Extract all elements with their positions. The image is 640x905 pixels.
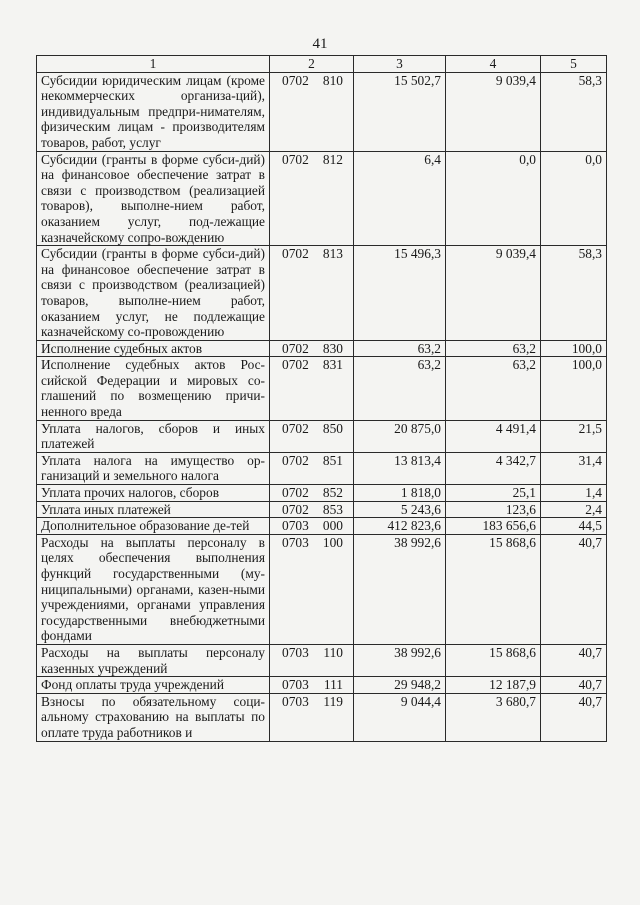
expense-type-code: 831: [322, 357, 343, 373]
executed-amount-cell: 4 491,4: [446, 420, 541, 452]
header-row: [37, 56, 607, 73]
code-cell: [270, 677, 354, 694]
expense-name-cell: Уплата налога на имущество ор-ганизаций и земельного налога: [37, 452, 270, 484]
table-row: [37, 246, 607, 341]
code-cell: [270, 72, 354, 151]
executed-amount-cell: 9 039,4: [446, 72, 541, 151]
table-row: [37, 677, 607, 694]
planned-amount-cell: 38 992,6: [354, 534, 446, 644]
planned-amount-cell: 38 992,6: [354, 644, 446, 676]
expense-name-cell: Дополнительное образование де-тей: [37, 518, 270, 535]
table-row: [37, 420, 607, 452]
table-row: [37, 534, 607, 644]
executed-amount-cell: 63,2: [446, 357, 541, 420]
header-cell-3: 3: [354, 56, 446, 73]
table-row: [37, 501, 607, 518]
expense-name-cell: Уплата иных платежей: [37, 501, 270, 518]
expense-type-code: 852: [322, 485, 343, 501]
table-row: [37, 151, 607, 246]
planned-amount-cell: 15 502,7: [354, 72, 446, 151]
planned-amount-cell: 63,2: [354, 357, 446, 420]
planned-amount-cell: 6,4: [354, 151, 446, 246]
planned-amount-cell: 29 948,2: [354, 677, 446, 694]
code-cell: [270, 485, 354, 502]
execution-percent-cell: 40,7: [541, 677, 607, 694]
execution-percent-cell: 40,7: [541, 693, 607, 741]
execution-percent-cell: 100,0: [541, 340, 607, 357]
executed-amount-cell: 63,2: [446, 340, 541, 357]
code-cell: [270, 518, 354, 535]
code-cell: [270, 357, 354, 420]
executed-amount-cell: 25,1: [446, 485, 541, 502]
expense-name-cell: Взносы по обязательному соци-альному страхованию на выплаты по оплате труда работников и: [37, 693, 270, 741]
section-code: 0702: [282, 452, 309, 468]
planned-amount-cell: 5 243,6: [354, 501, 446, 518]
section-code: 0702: [282, 151, 309, 167]
expense-type-code: 000: [322, 518, 343, 534]
code-cell: [270, 693, 354, 741]
expense-name-cell: Субсидии (гранты в форме субси-дий) на финансовое обеспечение затрат в связи с производством (реализацией) товаров, выполне-нием работ, оказанием услуг, не подлежащие казначейскому со-провождению: [37, 246, 270, 341]
execution-percent-cell: 2,4: [541, 501, 607, 518]
table-row: [37, 644, 607, 676]
table-row: [37, 693, 607, 741]
header-cell-2: 2: [270, 56, 354, 73]
code-cell: [270, 151, 354, 246]
header-cell-1: 1: [37, 56, 270, 73]
expense-name-cell: Исполнение судебных актов: [37, 340, 270, 357]
section-code: 0702: [282, 420, 309, 436]
code-cell: [270, 420, 354, 452]
code-cell: [270, 246, 354, 341]
planned-amount-cell: 63,2: [354, 340, 446, 357]
expense-name-cell: Субсидии (гранты в форме субси-дий) на финансовое обеспечение затрат в связи с производством (реализацией товаров), выполне-нием работ, оказанием услуг, под-лежащие казначейскому сопро-вождению: [37, 151, 270, 246]
budget-table: [36, 55, 607, 742]
execution-percent-cell: 0,0: [541, 151, 607, 246]
section-code: 0702: [282, 246, 309, 262]
code-cell: [270, 340, 354, 357]
section-code: 0703: [282, 677, 309, 693]
section-code: 0702: [282, 72, 309, 88]
executed-amount-cell: 15 868,6: [446, 644, 541, 676]
executed-amount-cell: 12 187,9: [446, 677, 541, 694]
expense-type-code: 830: [322, 340, 343, 356]
section-code: 0702: [282, 357, 309, 373]
expense-name-cell: Расходы на выплаты персоналу казенных учреждений: [37, 644, 270, 676]
expense-name-cell: Расходы на выплаты персоналу в целях обеспечения выполнения функций государственными (му-ниципальными) органами, казен-ными учреждениями, органами управления государственными внебюджетными фондами: [37, 534, 270, 644]
table-row: [37, 452, 607, 484]
expense-name-cell: Уплата прочих налогов, сборов: [37, 485, 270, 502]
expense-type-code: 851: [322, 452, 343, 468]
execution-percent-cell: 100,0: [541, 357, 607, 420]
section-code: 0702: [282, 340, 309, 356]
section-code: 0703: [282, 644, 309, 660]
code-cell: [270, 501, 354, 518]
expense-type-code: 100: [322, 534, 343, 550]
expense-type-code: 119: [323, 693, 343, 709]
executed-amount-cell: 9 039,4: [446, 246, 541, 341]
expense-name-cell: Субсидии юридическим лицам (кроме некоммерческих организа-ций), индивидуальным предпри-нимателям, физическим лицам - производителям товаров, работ, услуг: [37, 72, 270, 151]
section-code: 0703: [282, 518, 309, 534]
section-code: 0703: [282, 693, 309, 709]
planned-amount-cell: 20 875,0: [354, 420, 446, 452]
execution-percent-cell: 58,3: [541, 72, 607, 151]
expense-type-code: 110: [323, 644, 343, 660]
planned-amount-cell: 13 813,4: [354, 452, 446, 484]
expense-name-cell: Фонд оплаты труда учреждений: [37, 677, 270, 694]
execution-percent-cell: 40,7: [541, 644, 607, 676]
section-code: 0702: [282, 485, 309, 501]
expense-type-code: 111: [323, 677, 343, 693]
planned-amount-cell: 412 823,6: [354, 518, 446, 535]
executed-amount-cell: 0,0: [446, 151, 541, 246]
expense-type-code: 850: [322, 420, 343, 436]
executed-amount-cell: 123,6: [446, 501, 541, 518]
execution-percent-cell: 44,5: [541, 518, 607, 535]
section-code: 0702: [282, 501, 309, 517]
execution-percent-cell: 40,7: [541, 534, 607, 644]
code-cell: [270, 452, 354, 484]
header-cell-4: 4: [446, 56, 541, 73]
expense-type-code: 853: [322, 501, 343, 517]
executed-amount-cell: 15 868,6: [446, 534, 541, 644]
table-row: [37, 357, 607, 420]
expense-type-code: 812: [322, 151, 343, 167]
executed-amount-cell: 3 680,7: [446, 693, 541, 741]
page-number: 41: [312, 36, 328, 52]
execution-percent-cell: 58,3: [541, 246, 607, 341]
executed-amount-cell: 4 342,7: [446, 452, 541, 484]
execution-percent-cell: 1,4: [541, 485, 607, 502]
code-cell: [270, 644, 354, 676]
execution-percent-cell: 21,5: [541, 420, 607, 452]
expense-type-code: 813: [322, 246, 343, 262]
planned-amount-cell: 9 044,4: [354, 693, 446, 741]
table-row: [37, 72, 607, 151]
table-row: [37, 340, 607, 357]
table-row: [37, 518, 607, 535]
planned-amount-cell: 1 818,0: [354, 485, 446, 502]
code-cell: [270, 534, 354, 644]
header-cell-5: 5: [541, 56, 607, 73]
table-row: [37, 485, 607, 502]
expense-name-cell: Уплата налогов, сборов и иных платежей: [37, 420, 270, 452]
execution-percent-cell: 31,4: [541, 452, 607, 484]
expense-type-code: 810: [322, 72, 343, 88]
planned-amount-cell: 15 496,3: [354, 246, 446, 341]
executed-amount-cell: 183 656,6: [446, 518, 541, 535]
expense-name-cell: Исполнение судебных актов Рос-сийской Федерации и мировых со-глашений по возмещению причи-ненного вреда: [37, 357, 270, 420]
section-code: 0703: [282, 534, 309, 550]
